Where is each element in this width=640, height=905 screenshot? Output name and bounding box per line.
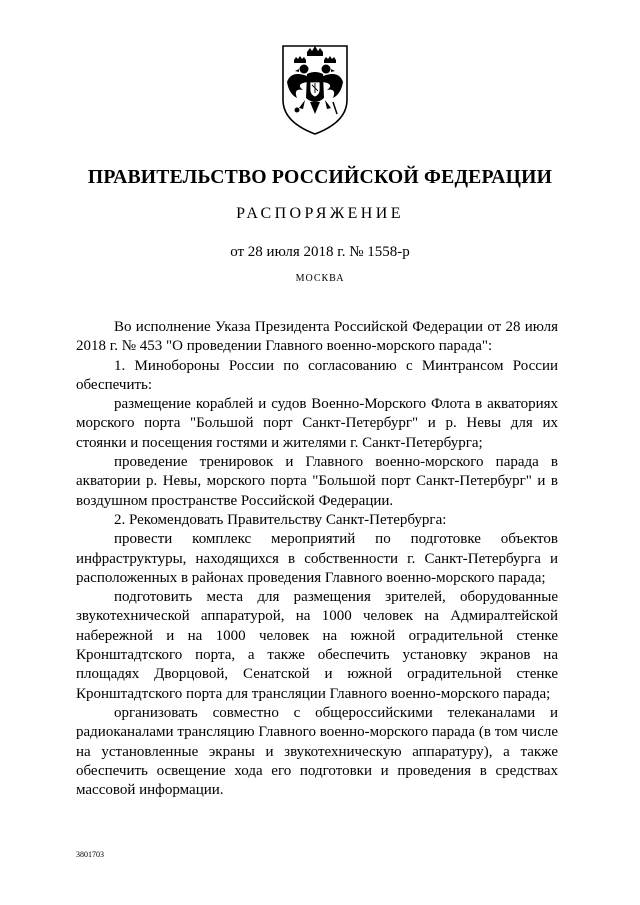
government-title: ПРАВИТЕЛЬСТВО РОССИЙСКОЙ ФЕДЕРАЦИИ [87, 166, 553, 188]
paragraph-preamble: Во исполнение Указа Президента Российской Федерации от 28 июля 2018 г. № 453 "О проведении Главного военно-морского парада": [76, 319, 558, 355]
document-code: 3801703 [76, 850, 104, 859]
document-body [76, 318, 558, 800]
document-city: МОСКВА [295, 273, 345, 284]
document-type: РАСПОРЯЖЕНИЕ [236, 205, 404, 222]
paragraph-item-2-spectators: подготовить места для размещения зрителей, оборудованные звукотехнической аппаратурой, на 1000 человек на Адмиралтейской набережной и на 1000 человек на южной оградительной стенке Кронштадтского порта, а также обеспечить установку экранов на площадях Дворцовой, Сенатской и южной оградительной стенке Кронштадтского порта для трансляции Главного военно-морского парада; [76, 589, 558, 702]
paragraph-item-1-rehearsals: проведение тренировок и Главного военно-морского парада в акватории р. Невы, морского порта "Большой порт Санкт-Петербург" и в воздушном пространстве Российской Федерации. [76, 454, 558, 509]
paragraph-item-2-broadcast: организовать совместно с общероссийскими телеканалами и радиоканалами трансляцию Главного военно-морского парада (в том числе на установленные экраны и звукотехническую аппаратуру), а также обеспечить освещение хода его подготовки и проведения в средствах массовой информации. [76, 704, 558, 799]
paragraph-item-1-ships: размещение кораблей и судов Военно-Морского Флота в акваториях морского порта "Большой порт Санкт-Петербург" и р. Невы для их стоянки и посещения гостями и жителями г. Санкт-Петербурга; [76, 396, 558, 451]
coat-of-arms-icon [277, 42, 353, 138]
document-date-number: от 28 июля 2018 г. № 1558-р [230, 244, 410, 260]
paragraph-item-2-infrastructure: провести комплекс мероприятий по подготовке объектов инфраструктуры, находящихся в собственности г. Санкт-Петербурга и расположенных в районах проведения Главного военно-морского парада; [76, 531, 558, 586]
paragraph-item-1: 1. Минобороны России по согласованию с Минтрансом России обеспечить: [76, 357, 558, 393]
paragraph-item-2: 2. Рекомендовать Правительству Санкт-Петербурга: [114, 511, 447, 528]
